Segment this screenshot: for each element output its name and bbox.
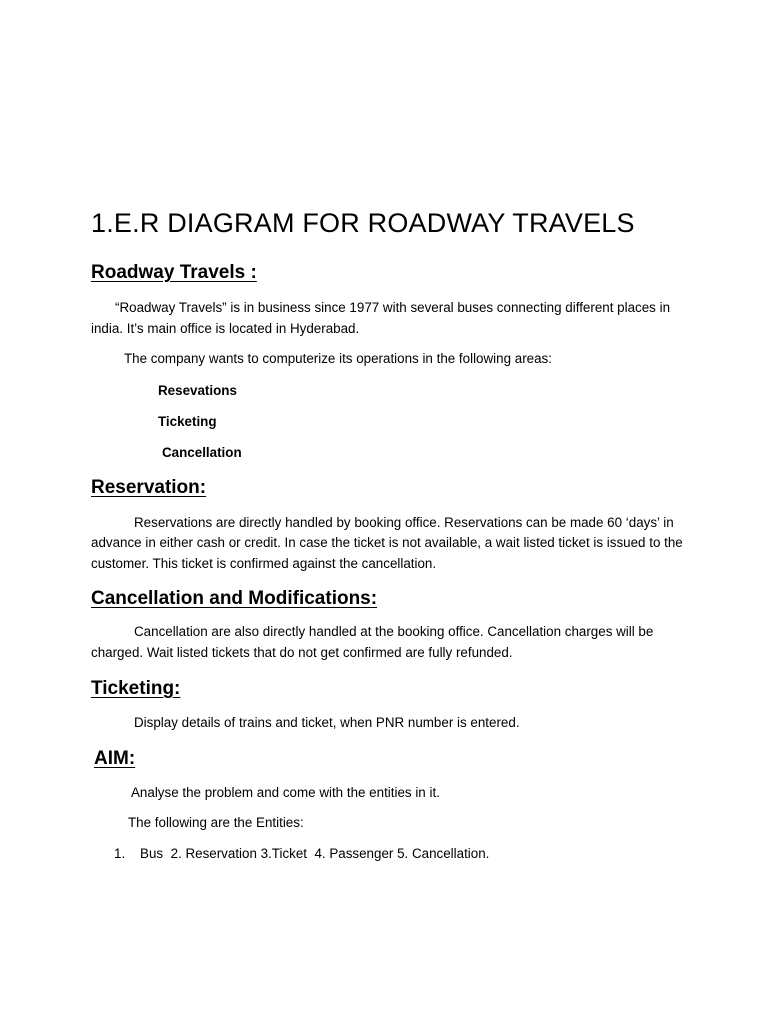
- areas-intro-text: The company wants to computerize its operations in the following areas:: [124, 351, 552, 366]
- section-heading-ticketing: Ticketing:: [91, 678, 181, 699]
- ticketing-paragraph: Display details of trains and ticket, when PNR number is entered.: [134, 715, 520, 730]
- entities-list: 1. Bus 2. Reservation 3.Ticket 4. Passenger 5. Cancellation.: [114, 845, 490, 861]
- area-item-cancellation: Cancellation: [162, 444, 242, 460]
- intro-paragraph: “Roadway Travels” is in business since 1977 with several buses connecting different places in india. It’s main office is located in Hyderabad.: [91, 300, 671, 336]
- section-heading-aim: AIM:: [94, 747, 136, 769]
- section-heading-roadway-travels: Roadway Travels :: [91, 262, 257, 283]
- section-heading-cancellation: Cancellation and Modifications:: [91, 588, 378, 609]
- section-heading-reservation: Reservation:: [91, 476, 207, 498]
- cancellation-paragraph: Cancellation are also directly handled at the booking office. Cancellation charges will be charged. Wait listed tickets that do not get confirmed are fully refunded.: [91, 624, 654, 660]
- area-item-reservations: Resevations: [158, 382, 237, 398]
- area-item-ticketing: Ticketing: [158, 413, 217, 429]
- document-title: 1.E.R DIAGRAM FOR ROADWAY TRAVELS: [91, 208, 635, 238]
- aim-paragraph: Analyse the problem and come with the entities in it.: [131, 784, 440, 800]
- reservation-paragraph: Reservations are directly handled by booking office. Reservations can be made 60 ‘days’ in advance in either cash or credit. In case the ticket is not available, a wait listed ticket is issued to the customer. This ticket is confirmed against the cancellation.: [91, 514, 683, 571]
- entities-intro-text: The following are the Entities:: [128, 815, 304, 830]
- document-body: [91, 204, 691, 864]
